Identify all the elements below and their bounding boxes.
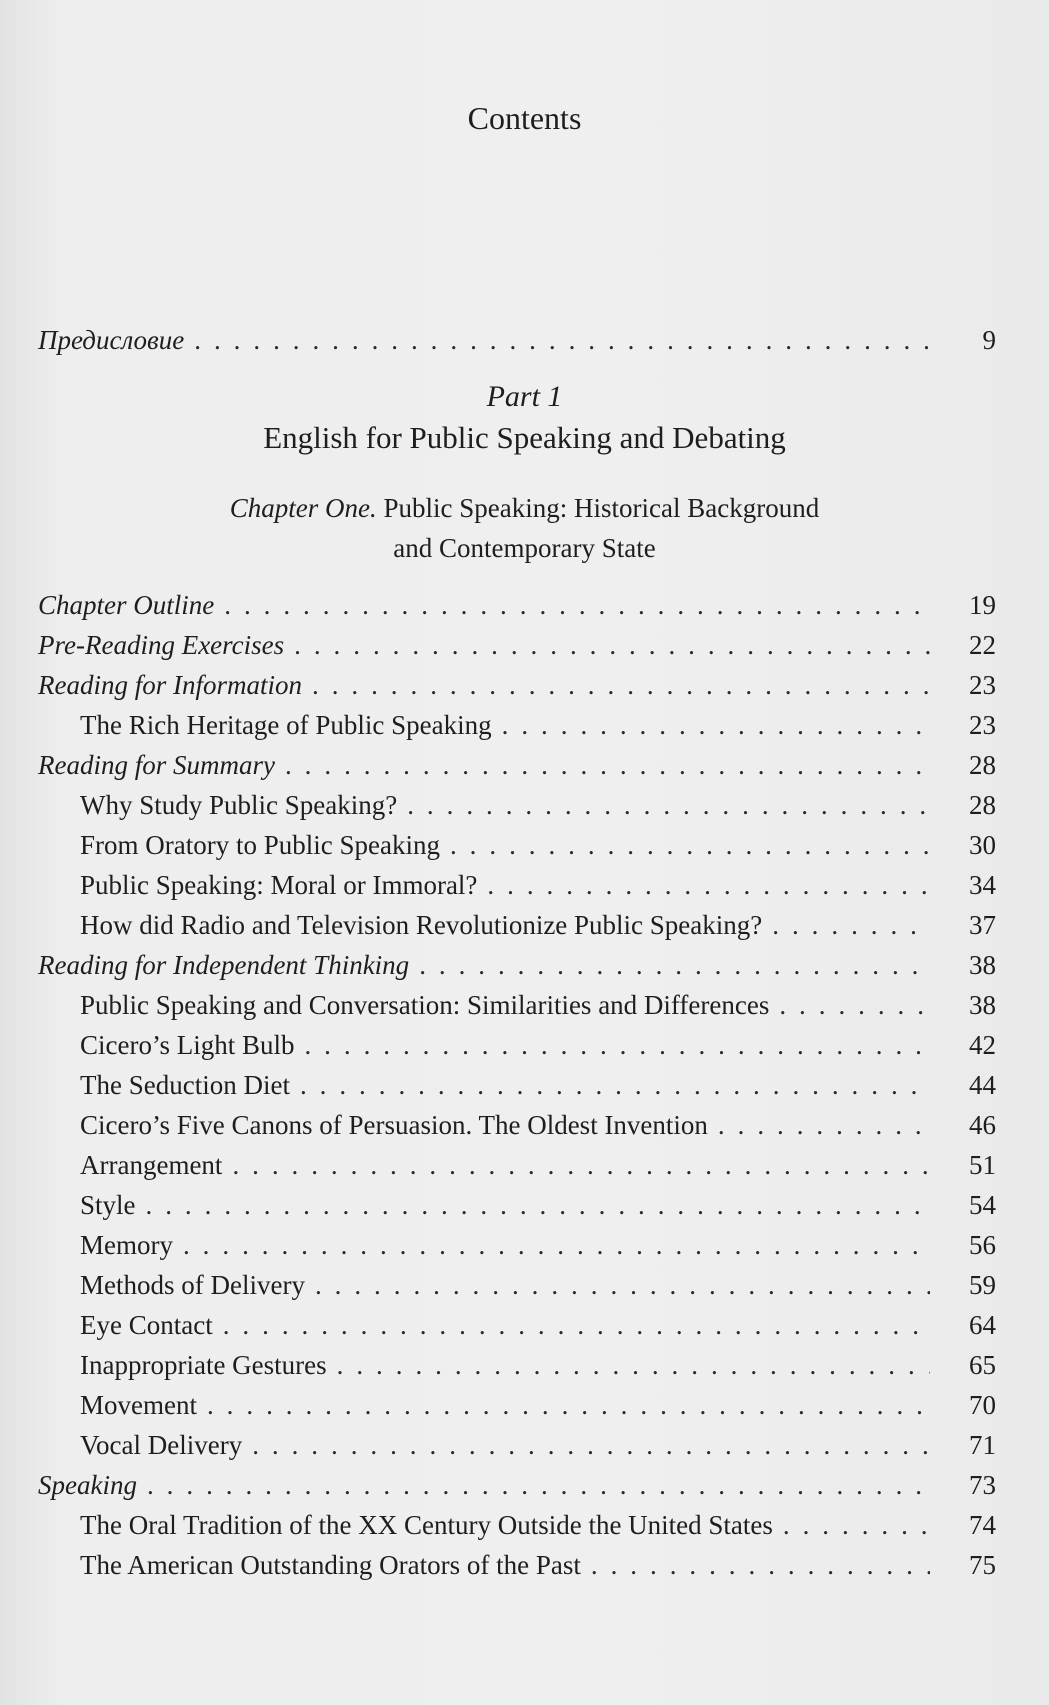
toc-page-number: 51	[969, 1150, 996, 1180]
toc-page-number: 75	[969, 1550, 996, 1580]
toc-page-number: 38	[969, 950, 996, 980]
toc-page-number: 9	[982, 325, 996, 355]
dot-leader	[300, 1065, 930, 1105]
part-title: English for Public Speaking and Debating	[263, 420, 786, 455]
toc-entry-label: The American Outstanding Orators of the Past	[80, 1550, 581, 1580]
toc-entry-label: The Seduction Diet	[80, 1070, 290, 1100]
dot-leader	[337, 1345, 930, 1385]
dot-leader	[294, 625, 930, 665]
toc-entry	[38, 585, 996, 625]
dot-leader	[487, 865, 930, 905]
chapter-heading	[0, 488, 1049, 568]
toc-entry-label: Cicero’s Five Canons of Persuasion. The Oldest Invention	[80, 1110, 708, 1140]
toc-page-number: 22	[969, 630, 996, 660]
toc-entry-label: Why Study Public Speaking?	[80, 790, 398, 820]
toc-subentry	[80, 1305, 996, 1345]
toc-entry-label: Memory	[80, 1230, 173, 1260]
toc-entry	[38, 1465, 996, 1505]
toc-entry	[38, 745, 996, 785]
dot-leader	[223, 1305, 930, 1345]
dot-leader	[450, 825, 930, 865]
toc-page-number: 28	[969, 750, 996, 780]
toc-page-number: 37	[969, 910, 996, 940]
toc-entry	[38, 665, 996, 705]
dot-leader	[407, 785, 930, 825]
toc-page-number: 65	[969, 1350, 996, 1380]
toc-subentry	[80, 1225, 996, 1265]
dot-leader	[779, 985, 930, 1025]
toc-page-number: 71	[969, 1430, 996, 1460]
toc-entry	[38, 625, 996, 665]
toc-page-number: 30	[969, 830, 996, 860]
dot-leader	[315, 1265, 930, 1305]
toc-subentry	[80, 1265, 996, 1305]
toc-page-number: 38	[969, 990, 996, 1020]
dot-leader	[183, 1225, 930, 1265]
toc-page-number: 23	[969, 670, 996, 700]
toc-entry-label: Public Speaking: Moral or Immoral?	[80, 870, 478, 900]
chapter-prefix: Chapter One.	[229, 493, 377, 523]
toc-entry-label: The Oral Tradition of the XX Century Outside the United States	[80, 1510, 773, 1540]
dot-leader	[252, 1425, 930, 1465]
toc-entry	[38, 945, 996, 985]
toc-page-number: 73	[969, 1470, 996, 1500]
toc-entry-label: Cicero’s Light Bulb	[80, 1030, 295, 1060]
dot-leader	[591, 1545, 930, 1585]
dot-leader	[232, 1145, 930, 1185]
toc-entry-label: Pre-Reading Exercises	[38, 630, 285, 660]
toc-entry-label: Reading for Independent Thinking	[38, 950, 410, 980]
toc-entry-label: Chapter Outline	[38, 590, 215, 620]
chapter-title-line1: Public Speaking: Historical Background	[376, 493, 820, 523]
toc-subentry	[80, 1185, 996, 1225]
toc-page-number: 28	[969, 790, 996, 820]
toc-entry-label: Methods of Delivery	[80, 1270, 305, 1300]
toc-entry-preface	[38, 320, 996, 360]
dot-leader	[718, 1105, 930, 1145]
toc-entry-label: Public Speaking and Conversation: Similarities and Differences	[80, 990, 770, 1020]
toc-entry-label: From Oratory to Public Speaking	[80, 830, 440, 860]
toc-entry-label: Reading for Summary	[38, 750, 275, 780]
part-label: Part 1	[486, 380, 563, 413]
toc-page-number: 59	[969, 1270, 996, 1300]
toc-entry-label: Movement	[80, 1390, 197, 1420]
chapter-title-line2: and Contemporary State	[393, 533, 656, 563]
toc-entry-label: Reading for Information	[38, 670, 302, 700]
toc-page-number: 70	[969, 1390, 996, 1420]
dot-leader	[146, 1185, 930, 1225]
dot-leader	[502, 705, 930, 745]
toc-entry-label: Предисловие	[38, 325, 185, 355]
toc-page-number: 42	[969, 1030, 996, 1060]
dot-leader	[783, 1505, 930, 1545]
toc-page-number: 23	[969, 710, 996, 740]
toc-page-number: 56	[969, 1230, 996, 1260]
dot-leader	[285, 745, 930, 785]
toc-page-number: 46	[969, 1110, 996, 1140]
toc-subentry	[80, 1025, 996, 1065]
toc-subentry	[80, 1065, 996, 1105]
toc-subentry	[80, 865, 996, 905]
toc-page-number: 64	[969, 1310, 996, 1340]
dot-leader	[772, 905, 930, 945]
contents-heading: Contents	[467, 100, 582, 136]
toc-entry-label: Vocal Delivery	[80, 1430, 243, 1460]
toc-subentry	[80, 1145, 996, 1185]
toc-subentry	[80, 705, 996, 745]
toc-subentry	[80, 1425, 996, 1465]
toc-page-number: 74	[969, 1510, 996, 1540]
toc-entry-label: Eye Contact	[80, 1310, 213, 1340]
toc-subentry	[80, 1545, 996, 1585]
toc-subentry	[80, 1505, 996, 1545]
toc-entry-label: How did Radio and Television Revolutionize Public Speaking?	[80, 910, 763, 940]
dot-leader	[194, 320, 930, 360]
toc-subentry	[80, 785, 996, 825]
toc-entry-label: Style	[80, 1190, 136, 1220]
toc-page-number: 19	[969, 590, 996, 620]
dot-leader	[224, 585, 930, 625]
toc-entry-label: Inappropriate Gestures	[80, 1350, 327, 1380]
toc-subentry	[80, 825, 996, 865]
dot-leader	[312, 665, 930, 705]
dot-leader	[207, 1385, 930, 1425]
dot-leader	[147, 1465, 930, 1505]
toc-subentry	[80, 985, 996, 1025]
toc-entry-label: Arrangement	[80, 1150, 223, 1180]
toc-subentry	[80, 905, 996, 945]
toc-page-number: 44	[969, 1070, 996, 1100]
toc-page-number: 54	[969, 1190, 996, 1220]
dot-leader	[304, 1025, 930, 1065]
toc-page-number: 34	[969, 870, 996, 900]
toc-subentry	[80, 1105, 996, 1145]
toc-entry-label: Speaking	[38, 1470, 137, 1500]
toc-subentry	[80, 1385, 996, 1425]
toc-subentry	[80, 1345, 996, 1385]
dot-leader	[419, 945, 930, 985]
toc-entry-label: The Rich Heritage of Public Speaking	[80, 710, 492, 740]
